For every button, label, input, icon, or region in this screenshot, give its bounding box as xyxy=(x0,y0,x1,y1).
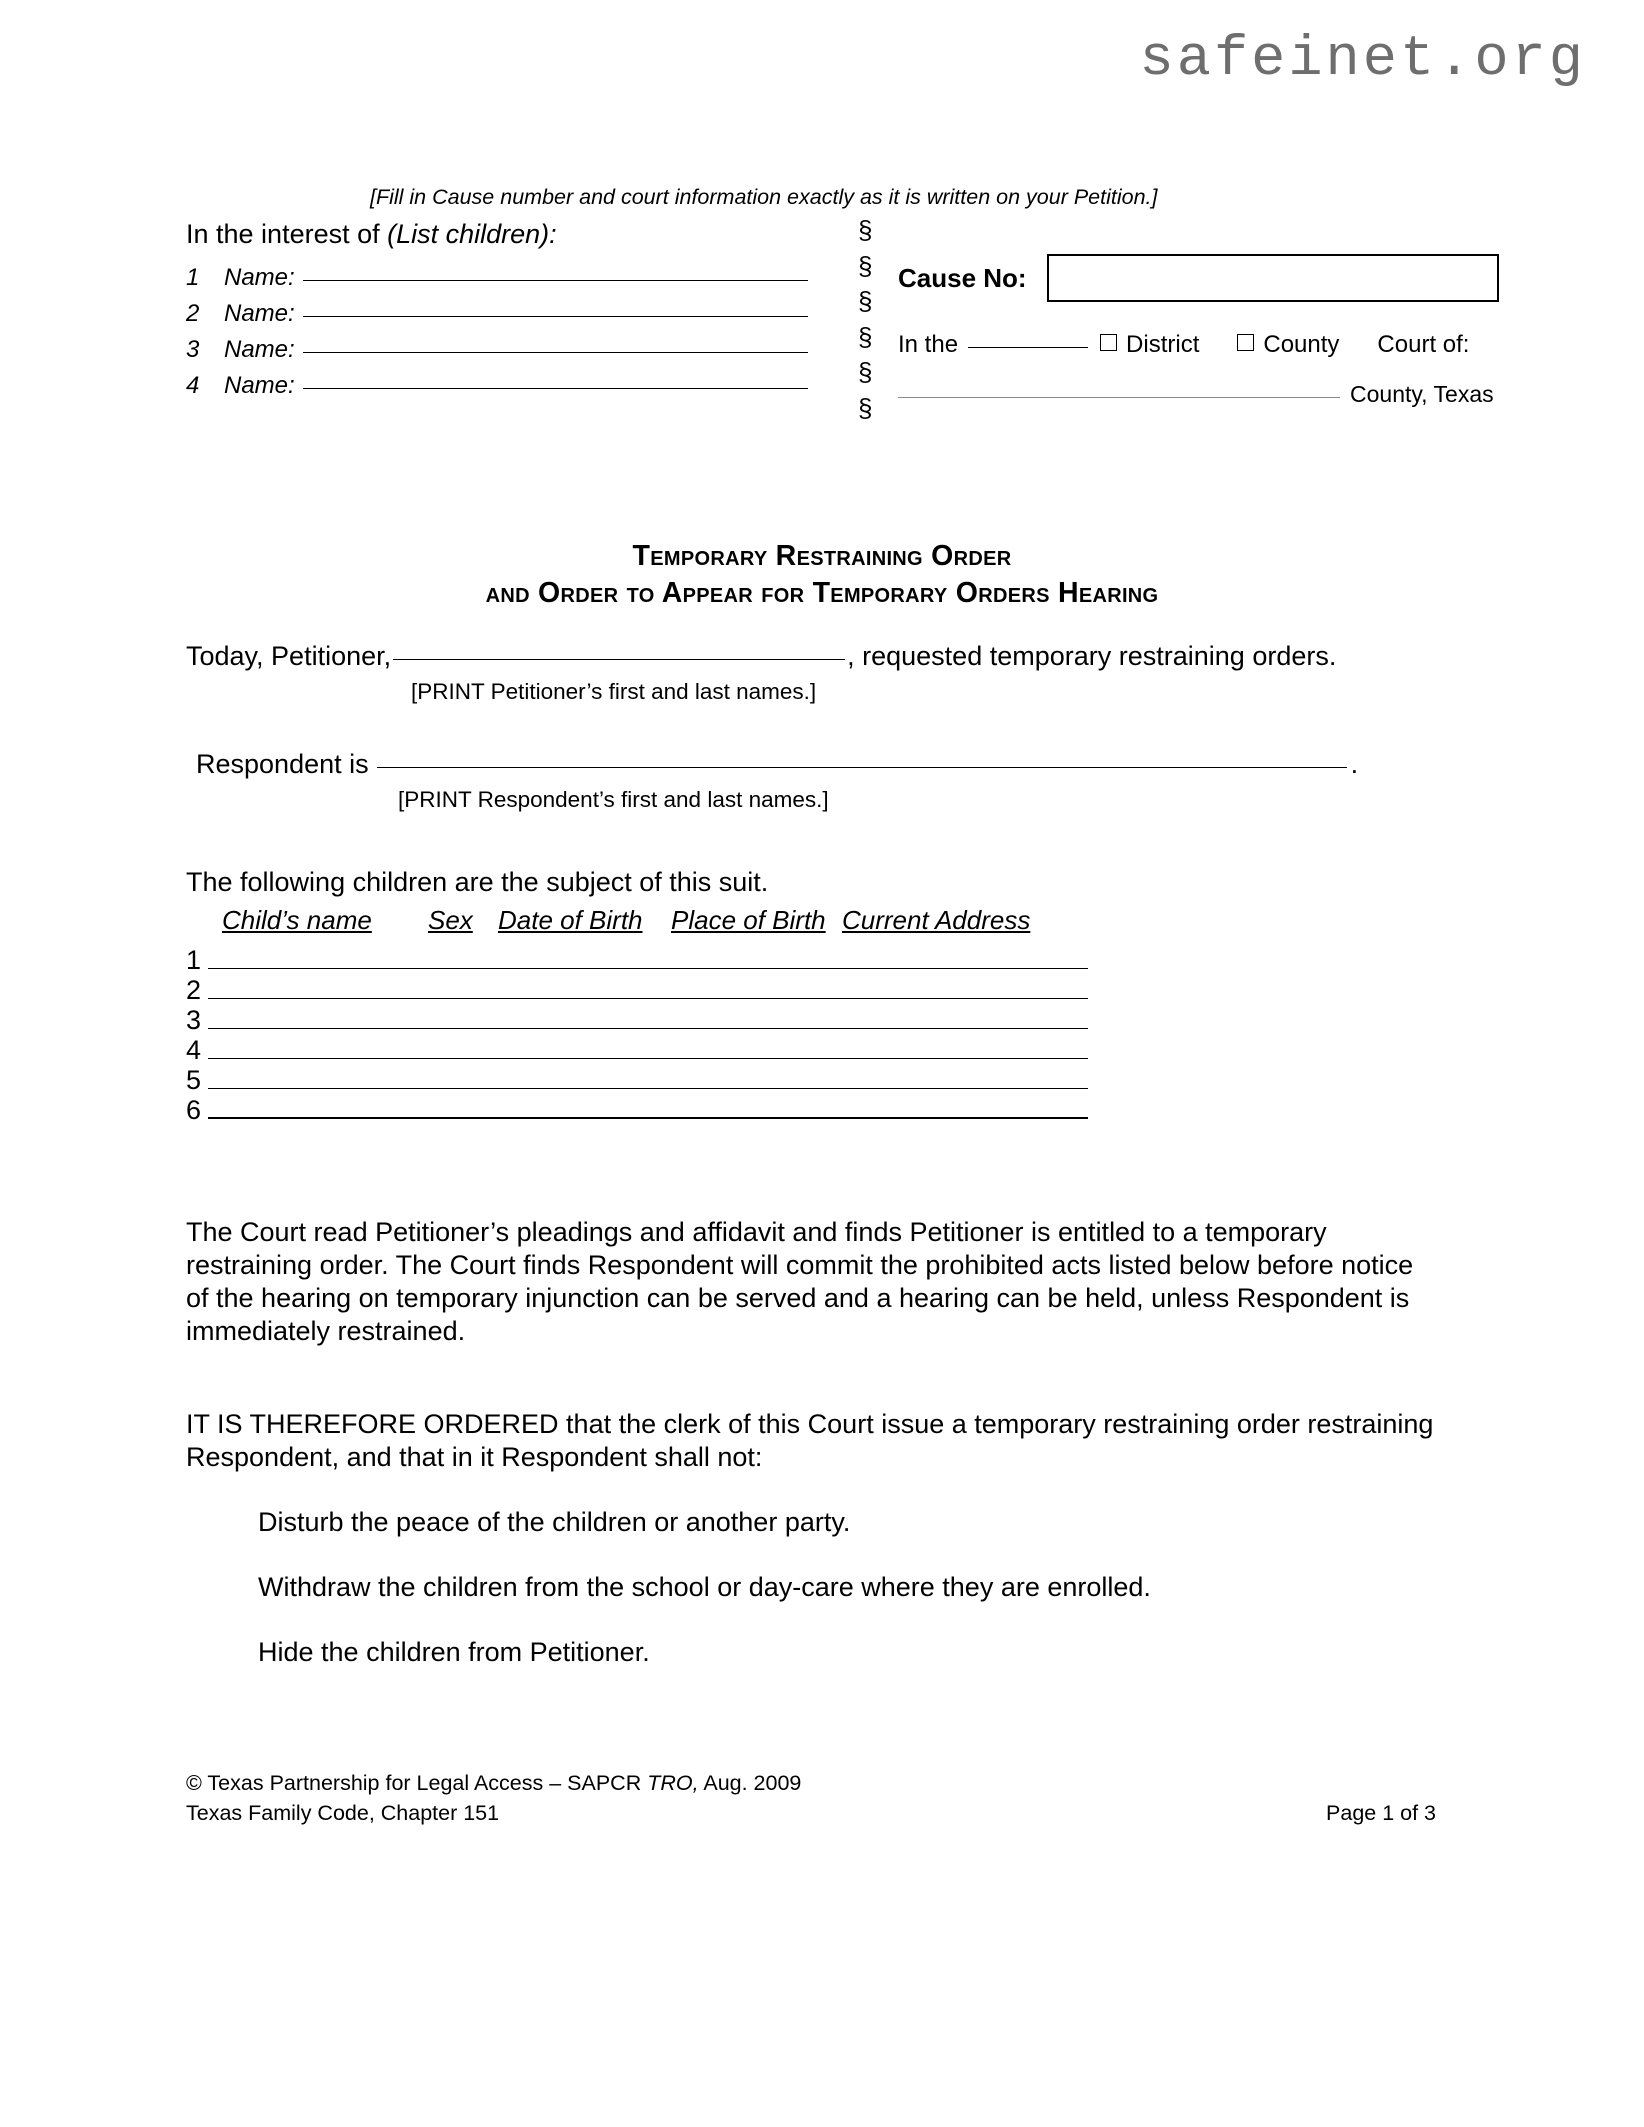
child-name-number: 2 xyxy=(186,300,200,327)
section-symbol-column xyxy=(858,213,872,426)
row-number: 6 xyxy=(186,1095,202,1125)
checkbox-icon[interactable] xyxy=(1237,334,1254,351)
row-number: 1 xyxy=(186,945,202,975)
column-header-current-address: Current Address xyxy=(842,905,1031,935)
row-blank[interactable] xyxy=(208,1027,1088,1029)
petitioner-name-blank[interactable] xyxy=(393,658,845,660)
checkbox-icon[interactable] xyxy=(1100,334,1117,351)
row-blank[interactable] xyxy=(208,1087,1088,1089)
page-number: Page 1 of 3 xyxy=(1326,1801,1436,1825)
footer-bottom-row xyxy=(186,1798,1436,1828)
respondent-print-note: [PRINT Respondent’s first and last names.] xyxy=(398,787,829,812)
row-blank[interactable] xyxy=(208,1057,1088,1059)
respondent-name-blank[interactable] xyxy=(377,766,1347,768)
table-row xyxy=(186,944,1436,974)
county-name-row xyxy=(898,381,1548,408)
list-item: Withdraw the children from the school or day-care where they are enrolled. xyxy=(258,1572,1151,1602)
list-item: Disturb the peace of the children or another party. xyxy=(258,1507,851,1537)
district-label: District xyxy=(1126,331,1200,358)
child-name-row xyxy=(186,300,846,336)
prohibited-acts-list xyxy=(186,1506,1436,1669)
court-info-block xyxy=(898,251,1548,408)
child-name-label: Name: xyxy=(224,264,295,291)
court-type-row xyxy=(898,331,1548,359)
court-number-blank[interactable] xyxy=(968,346,1088,348)
county-court-option[interactable] xyxy=(1237,331,1339,359)
column-header-sex: Sex xyxy=(428,905,473,935)
document-title-line-1: Temporary Restraining Order xyxy=(632,540,1012,572)
section-symbol: § xyxy=(858,321,873,352)
children-table-header xyxy=(186,904,1436,940)
child-name-label: Name: xyxy=(224,372,295,399)
section-symbol: § xyxy=(858,215,873,245)
child-name-number: 3 xyxy=(186,336,200,363)
document-body xyxy=(186,640,1436,1701)
child-name-row xyxy=(186,336,846,372)
child-name-label: Name: xyxy=(224,336,295,363)
child-name-number: 1 xyxy=(186,264,200,291)
child-name-label: Name: xyxy=(224,300,295,327)
table-row xyxy=(186,974,1436,1004)
petitioner-print-note: [PRINT Petitioner’s first and last names.] xyxy=(411,679,817,704)
table-row xyxy=(186,1034,1436,1064)
child-name-blank[interactable] xyxy=(303,387,808,389)
section-symbol: § xyxy=(858,250,873,281)
row-blank[interactable] xyxy=(208,1116,1088,1119)
column-header-place-of-birth: Place of Birth xyxy=(671,905,826,935)
county-label: County xyxy=(1263,331,1340,358)
county-name-blank[interactable] xyxy=(898,396,1340,398)
row-number: 5 xyxy=(186,1065,202,1095)
row-number: 3 xyxy=(186,1005,202,1035)
in-the-interest-of-text: In the interest of xyxy=(186,219,388,249)
column-header-child-name: Child’s name xyxy=(222,905,372,935)
respondent-suffix: . xyxy=(1350,749,1359,779)
table-row xyxy=(186,1004,1436,1034)
child-name-blank[interactable] xyxy=(303,315,808,317)
row-number: 4 xyxy=(186,1035,202,1065)
caption-grid xyxy=(186,215,1546,423)
statute-reference: Texas Family Code, Chapter 151 xyxy=(186,1801,500,1825)
district-court-option[interactable] xyxy=(1100,331,1199,359)
therefore-ordered-paragraph: IT IS THEREFORE ORDERED that the clerk of this Court issue a temporary restraining order restraining Respondent, and that in it Respondent shall not: xyxy=(186,1409,1434,1472)
page-footer xyxy=(186,1768,1436,1828)
site-watermark: safeinet.org xyxy=(1139,28,1586,92)
child-name-number: 4 xyxy=(186,372,200,399)
list-item: Hide the children from Petitioner. xyxy=(258,1637,650,1667)
section-symbol: § xyxy=(858,357,873,387)
copyright-line xyxy=(186,1768,1436,1798)
children-intro-text: The following children are the subject of this suit. xyxy=(186,867,769,897)
child-name-blank[interactable] xyxy=(303,351,808,353)
respondent-prefix: Respondent is xyxy=(196,749,369,779)
row-number: 2 xyxy=(186,975,202,1005)
fill-in-instruction: [Fill in Cause number and court information exactly as it is written on your Petition.] xyxy=(370,185,1158,209)
in-the-label: In the xyxy=(898,331,959,358)
petitioner-suffix: , requested temporary restraining orders. xyxy=(847,641,1337,671)
row-blank[interactable] xyxy=(208,967,1088,969)
case-caption xyxy=(186,185,1546,423)
child-name-row xyxy=(186,264,846,300)
child-name-rows xyxy=(186,264,846,408)
children-table-rows xyxy=(186,944,1436,1124)
list-children-hint: (List children): xyxy=(387,219,557,249)
county-texas-label: County, Texas xyxy=(1350,381,1494,407)
child-name-row xyxy=(186,372,846,408)
court-of-label: Court of: xyxy=(1377,331,1470,358)
copyright-prefix: © Texas Partnership for Legal Access – SAPCR xyxy=(186,1771,648,1795)
copyright-suffix: Aug. 2009 xyxy=(698,1771,802,1795)
cause-number-label: Cause No: xyxy=(898,262,1027,293)
column-header-date-of-birth: Date of Birth xyxy=(498,905,643,935)
copyright-form-code: TRO, xyxy=(647,1771,699,1795)
section-symbol: § xyxy=(858,286,873,316)
table-row xyxy=(186,1064,1436,1094)
document-title-line-2: and Order to Appear for Temporary Orders Hearing xyxy=(485,577,1159,609)
table-row xyxy=(186,1094,1436,1124)
document-title xyxy=(0,538,1644,612)
section-symbol: § xyxy=(858,392,873,423)
child-name-blank[interactable] xyxy=(303,279,808,281)
cause-number-row xyxy=(898,251,1548,305)
cause-number-field[interactable] xyxy=(1047,254,1499,302)
court-findings-paragraph: The Court read Petitioner’s pleadings and affidavit and finds Petitioner is entitled to a temporary restraining order. The Court finds Respondent will commit the prohibited acts listed below before notice of the hearing on temporary injunction can be served and a hearing can be held, unless Respondent is immediately restrained. xyxy=(186,1217,1414,1346)
petitioner-prefix: Today, Petitioner, xyxy=(186,641,392,671)
row-blank[interactable] xyxy=(208,997,1088,999)
respondent-statement xyxy=(186,748,1436,781)
petitioner-statement xyxy=(186,640,1436,673)
